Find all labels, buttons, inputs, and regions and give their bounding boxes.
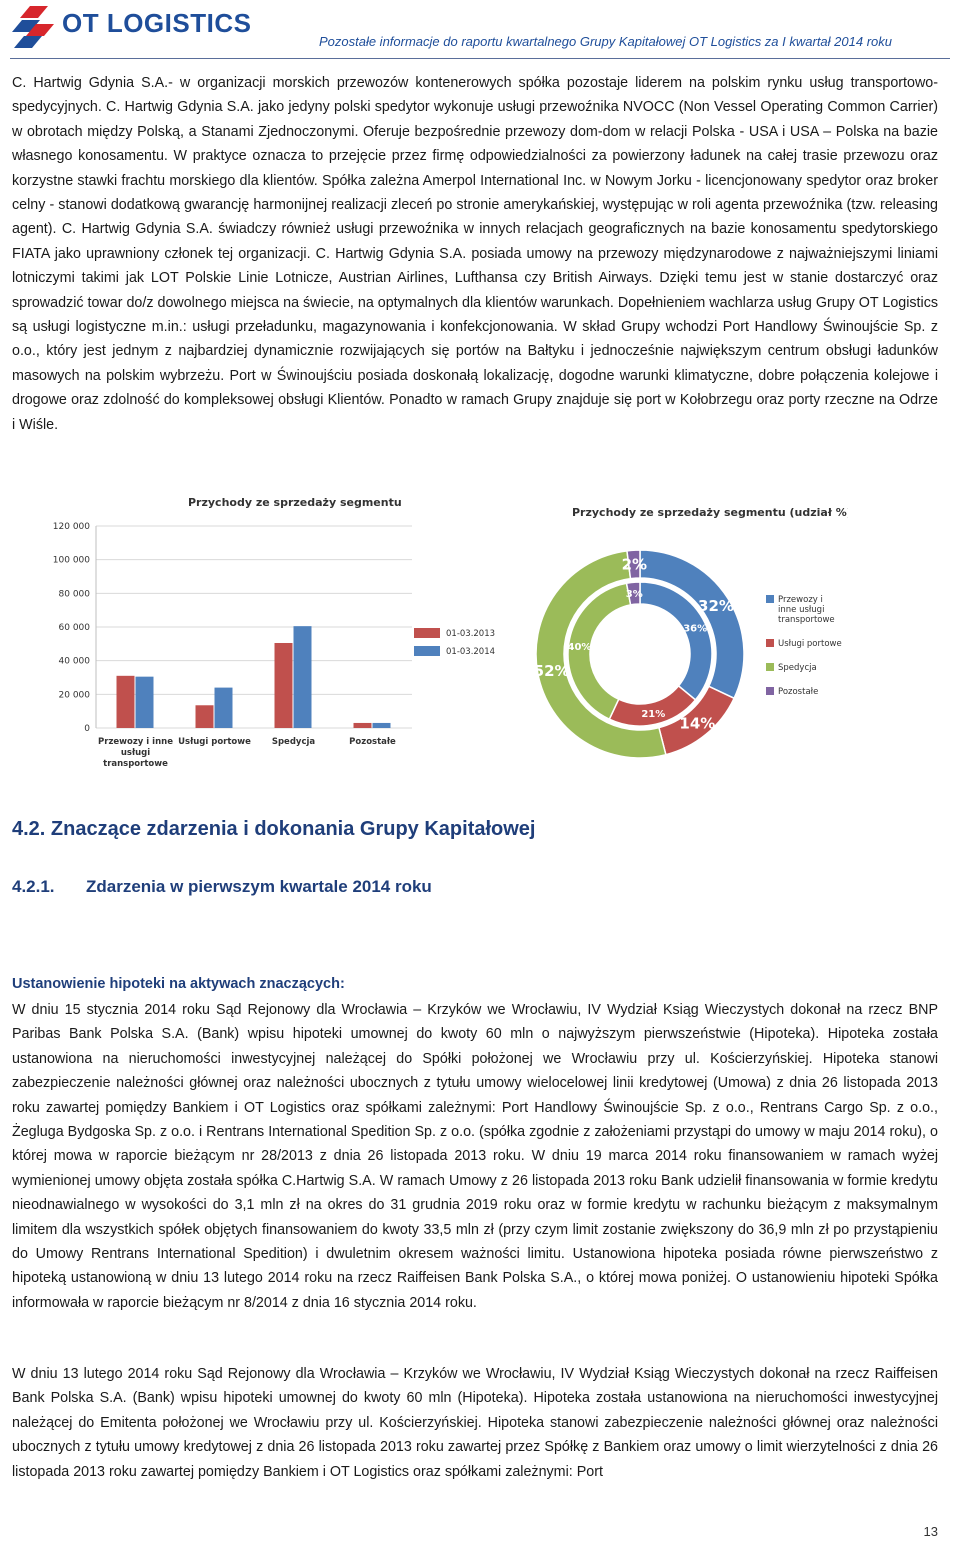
topic-heading: Ustanowienie hipoteki na aktywach znaczących: xyxy=(12,976,345,992)
section-heading: 4.2. Znaczące zdarzenia i dokonania Grupy Kapitałowej xyxy=(12,818,536,840)
bar-2013 xyxy=(117,676,135,728)
donut-percent-label: 40% xyxy=(567,641,592,653)
bar-2013 xyxy=(354,723,372,728)
bar-2014 xyxy=(215,688,233,728)
segment-revenue-bar-chart xyxy=(52,486,504,788)
bar-y-tick-label: 40 000 xyxy=(58,656,90,667)
bar-legend-label: 01-03.2014 xyxy=(446,647,496,657)
donut-legend-label: Pozostałe xyxy=(778,687,819,697)
donut-legend-label: Spedycja xyxy=(778,663,817,673)
donut-percent-label: 52% xyxy=(533,662,570,681)
page-header xyxy=(0,0,960,58)
mortgage-paragraph-1: W dniu 15 stycznia 2014 roku Sąd Rejonowy dla Wrocławia – Krzyków we Wrocławiu, IV Wydział Ksiąg Wieczystych dokonał na rzecz BNP Paribas Bank Polska S.A. (Bank) wpisu hipoteki umownej do kwoty 60 mln o najwyższym pierwszeństwie (Hipoteka). Hipoteka została ustanowiona na nieruchomości inwestycyjnej należącej do Spółki położonej we Wrocławiu przy ul. Kościerzyńskiej. Hipoteka stanowi zabezpieczenie należności głównej oraz należności ubocznych z tytułu umowy wielocelowej linii kredytowej (Umowa) z dnia 26 listopada 2013 roku zawartej pomiędzy Bankiem i OT Logistics oraz spółkami zależnymi: Port Handlowy Świnoujście Sp. z o.o., Rentrans Cargo Sp. z o.o., Żegluga Bydgoska Sp. z o.o. i Rentrans International Spedition Sp. z o.o. (spółka zgodnie z założeniami przystąpi do umowy w maju 2014 roku), o której mowa w raporcie bieżącym nr 28/2013 z dnia 26 listopada 2013 roku. W dniu 19 marca 2014 roku finansowaniem w ramach wyżej wymienionej umowy objęta została spółka C.Hartwig S.A. W ramach Umowy z 26 listopada 2013 roku Bank udzielił finansowania w formie kredytu nieodnawialnego w wysokości do 3,1 mln zł na okres do 31 grudnia 2019 roku oraz w formie kredytu w rachunku bieżącym z maksymalnym limitem dla wszystkich spółek objętych finansowaniem do kwoty 33,5 mln zł (przy czym limit zostanie zwiększony do 36,9 mln zł po przystąpieniu do Umowy Rentrans International Spedition) i dwuletnim okresem ważności limitu. Ustanowiona hipoteka posiada równe pierwszeństwo z hipoteką ustanowioną w dniu 13 lutego 2014 roku na rzecz Raiffeisen Bank Polska S.A., o której mowa poniżej. O ustanowieniu hipoteki Spółka informowała w raporcie bieżącym nr 8/2014 z dnia 16 stycznia 2014 roku. xyxy=(12,1002,938,1311)
donut-percent-label: 3% xyxy=(625,588,643,600)
donut-legend-swatch xyxy=(766,639,774,647)
donut-legend-swatch xyxy=(766,595,774,603)
bar-category-label: Pozostałe xyxy=(349,737,396,747)
logo-mark-icon xyxy=(10,4,58,50)
segment-share-donut-chart xyxy=(528,486,848,788)
bar-y-tick-label: 0 xyxy=(84,724,90,734)
intro-paragraph: C. Hartwig Gdynia S.A.- w organizacji morskich przewozów kontenerowych spółka pozostaje liderem na polskim rynku usług transportowo-spedycyjnych. C. Hartwig Gdynia S.A. jako jedyny polski spedytor wykonuje usługi przewoźnika NVOCC (Non Vessel Operating Common Carrier) w obrotach między Polską, a Stanami Zjednoczonymi. Oferuje bezpośrednie przewozy dom-dom w relacji Polska - USA i USA – Polska na bazie własnego konosamentu. W praktyce oznacza to przejęcie przez firmę odpowiedzialności za powierzony ładunek na całej trasie przewozu oraz korzystne stawki frachtu morskiego dla klientów. Spółka zależna Amerpol International Inc. w Nowym Jorku - licencjonowany spedytor oraz broker celny - stanowi dodatkową gwarancję harmonijnej realizacji zleceń po stronie amerykańskiej, występując w roli agenta przewoźnika (tzw. releasing agent). C. Hartwig Gdynia S.A. świadczy również usługi przewoźnika w innych relacjach geograficznych na bazie konosamentu spedytorskiego FIATA jako uprawniony członek tej organizacji. C. Hartwig Gdynia S.A. posiada umowy na przewozy międzynarodowe z najważniejszymi liniami lotniczymi takimi jak LOT Polskie Linie Lotnicze, Austrian Airlines, Lufthansa czy British Airways. Dzięki temu jest w stanie dostarczyć oraz sprowadzić towar do/z dowolnego miejsca na świecie, na optymalnych dla klientów warunkach. Dopełnieniem wachlarza usług Grupy OT Logistics są usługi logistyczne m.in.: usługi przeładunku, magazynowania i konfekcjonowania. W skład Grupy wchodzi Port Handlowy Świnoujście Sp. z o.o., który jest jednym z najbardziej dynamicznie rozwijających się portów na Bałtyku i jednocześnie największym centrum obsługi ładunków masowych na polskim wybrzeżu. Port w Świnoujściu posiada doskonałą lokalizację, dogodne warunki klimatyczne, dobre połączenia kolejowe i drogowe oraz zdolność do kompleksowej obsługi Klientów. Ponadto w ramach Grupy znajduje się port w Kołobrzegu oraz porty rzeczne na Odrze i Wiśle. xyxy=(12,75,938,433)
subsection-number: 4.2.1. xyxy=(12,877,55,896)
donut-chart-svg xyxy=(528,486,848,788)
donut-percent-label: 2% xyxy=(621,555,648,574)
bar-chart-title: Przychody ze sprzedaży segmentu xyxy=(188,496,402,509)
bar-y-tick-label: 20 000 xyxy=(58,690,90,701)
bar-2014 xyxy=(294,626,312,728)
donut-legend-label: transportowe xyxy=(778,615,835,625)
bar-legend-label: 01-03.2013 xyxy=(446,629,496,639)
donut-chart-title: Przychody ze sprzedaży segmentu (udział %) xyxy=(572,506,848,519)
bar-chart-svg xyxy=(52,486,504,788)
bar-y-tick-label: 100 000 xyxy=(52,555,90,566)
bar-y-tick-label: 120 000 xyxy=(52,522,90,532)
donut-percent-label: 21% xyxy=(641,709,666,721)
bar-legend-swatch xyxy=(414,628,440,638)
donut-legend-swatch xyxy=(766,663,774,671)
bar-category-label: Usługi portowe xyxy=(178,737,251,747)
bar-category-label: Przewozy i inne xyxy=(98,737,173,747)
subsection-heading xyxy=(12,877,432,897)
donut-percent-label: 36% xyxy=(683,623,708,635)
bar-y-tick-label: 60 000 xyxy=(58,623,90,633)
bar-y-tick-label: 80 000 xyxy=(58,589,90,600)
bar-legend-swatch xyxy=(414,646,440,656)
donut-legend-label: Usługi portowe xyxy=(778,639,842,649)
header-divider xyxy=(10,58,950,59)
bar-2013 xyxy=(196,705,214,728)
subsection-title: Zdarzenia w pierwszym kwartale 2014 roku xyxy=(86,877,432,896)
bar-2014 xyxy=(136,677,154,728)
company-logo xyxy=(10,4,270,50)
logo-text: OT LOGISTICS xyxy=(62,8,252,38)
donut-percent-label: 32% xyxy=(698,597,734,616)
donut-percent-label: 14% xyxy=(679,714,716,733)
mortgage-paragraph-2: W dniu 13 lutego 2014 roku Sąd Rejonowy dla Wrocławia – Krzyków we Wrocławiu, IV Wydział Ksiąg Wieczystych dokonał na rzecz Raiffeisen Bank Polska S.A. (Bank) wpisu hipoteki umownej do kwoty 60 mln (Hipoteka). Hipoteka została ustanowiona na nieruchomości inwestycyjnej należącej do Emitenta położonej we Wrocławiu przy ul. Kościerzyńskiej. Hipoteka stanowi zabezpieczenie należności głównej oraz należności ubocznych z tytułu umowy kredytowej z dnia 26 listopada 2013 roku zawartej przez Spółkę z Bankiem oraz umowy o limit wierzytelności z dnia 26 listopada 2013 roku zawartej pomiędzy Bankiem i OT Logistics oraz spółkami zależnymi: Port xyxy=(12,1366,938,1480)
bar-2014 xyxy=(373,723,391,728)
bar-category-label: usługi xyxy=(120,748,151,758)
document-caption: Pozostałe informacje do raportu kwartalnego Grupy Kapitałowej OT Logistics za I kwartał 2014 roku xyxy=(318,34,892,49)
donut-legend-swatch xyxy=(766,687,774,695)
donut-legend-label: Przewozy i xyxy=(778,595,823,605)
page-number: 13 xyxy=(923,1524,938,1539)
bar-2013 xyxy=(275,643,293,728)
donut-legend-label: inne usługi xyxy=(778,605,825,615)
bar-category-label: transportowe xyxy=(103,759,168,769)
bar-category-label: Spedycja xyxy=(271,737,316,747)
